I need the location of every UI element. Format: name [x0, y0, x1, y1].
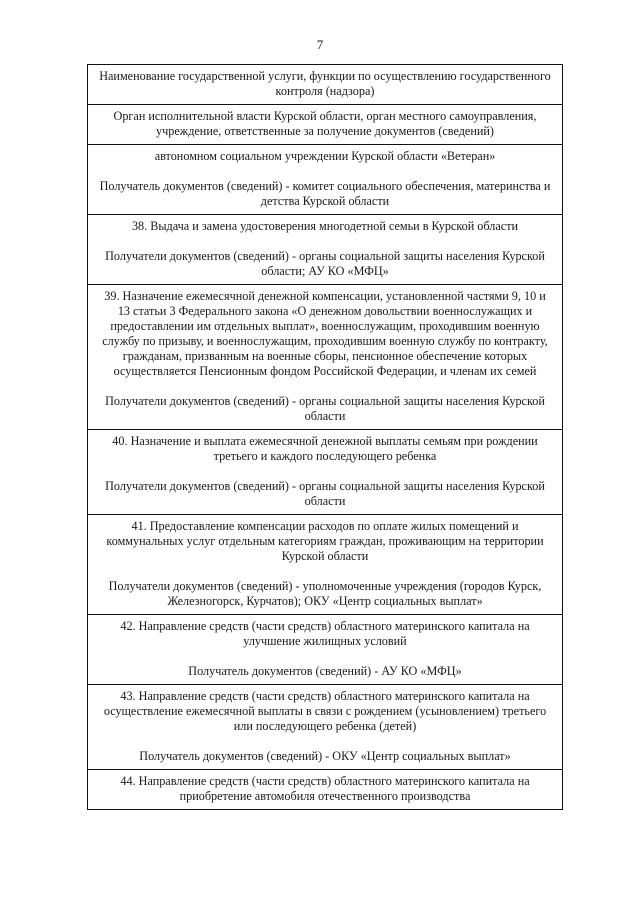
table-cell: [88, 615, 563, 685]
table-row: [88, 285, 563, 430]
document-recipient: Получатель документов (сведений) - АУ КО «МФЦ»: [188, 664, 462, 678]
table-cell: [88, 515, 563, 615]
table-header-row: [88, 65, 563, 105]
service-title: 42. Направление средств (части средств) областного материнского капитала на улучшение жилищных условий: [120, 619, 530, 648]
header-cell-authority: Орган исполнительной власти Курской области, орган местного самоуправления, учреждение, ответственные за получение документов (сведений): [88, 105, 563, 145]
table-row: [88, 215, 563, 285]
service-title: 40. Назначение и выплата ежемесячной денежной выплаты семьям при рождении третьего и каждого последующего ребенка: [112, 434, 538, 463]
table-header-row: [88, 105, 563, 145]
service-title: 41. Предоставление компенсации расходов по оплате жилых помещений и коммунальных услуг отдельным категориям граждан, проживающим на территории Курской области: [106, 519, 544, 563]
table-row: [88, 430, 563, 515]
service-title: 43. Направление средств (части средств) областного материнского капитала на осуществление ежемесячной выплаты в связи с рождением (усыновлением) третьего или последующего ребенка (детей): [103, 689, 547, 733]
document-recipient: Получатели документов (сведений) - органы социальной защиты населения Курской области: [105, 394, 545, 423]
page-number: 7: [316, 37, 324, 52]
table-cell: [88, 285, 563, 430]
table-row: [88, 615, 563, 685]
table-cell: [88, 145, 563, 215]
table-row: [88, 515, 563, 615]
table-row: [88, 685, 563, 770]
table-cell: [88, 215, 563, 285]
table-row: [88, 145, 563, 215]
table-cell: [88, 770, 563, 810]
services-table: [87, 64, 563, 810]
document-recipient: Получатель документов (сведений) - комитет социального обеспечения, материнства и детства Курской области: [99, 179, 551, 208]
document-recipient: Получатели документов (сведений) - уполномоченные учреждения (городов Курск, Железногорск, Курчатов); ОКУ «Центр социальных выплат»: [108, 579, 542, 608]
document-recipient: Получатель документов (сведений) - ОКУ «Центр социальных выплат»: [139, 749, 511, 763]
service-title: 39. Назначение ежемесячной денежной компенсации, установленной частями 9, 10 и 13 статьи 3 Федерального закона «О денежном довольствии военнослужащих и предоставлении им отдельных выплат», военнослужащим, проходившим военную службу по призыву, и военнослужащим, проходившим военную службу по контракту, гражданам, призванным на военные сборы, пенсионное обеспечение которых осуществляется Пенсионным фондом Российской Федерации, и членам их семей: [102, 289, 548, 378]
table-cell: [88, 430, 563, 515]
document-recipient: Получатели документов (сведений) - органы социальной защиты населения Курской области: [105, 479, 545, 508]
service-title: автономном социальном учреждении Курской области «Ветеран»: [154, 149, 496, 163]
document-recipient: Получатели документов (сведений) - органы социальной защиты населения Курской области; АУ КО «МФЦ»: [105, 249, 545, 278]
header-cell-service-name: Наименование государственной услуги, функции по осуществлению государственного контроля (надзора): [88, 65, 563, 105]
table-row: [88, 770, 563, 810]
service-title: 38. Выдача и замена удостоверения многодетной семьи в Курской области: [131, 219, 519, 233]
service-title: 44. Направление средств (части средств) областного материнского капитала на приобретение автомобиля отечественного производства: [120, 774, 530, 803]
table-cell: [88, 685, 563, 770]
